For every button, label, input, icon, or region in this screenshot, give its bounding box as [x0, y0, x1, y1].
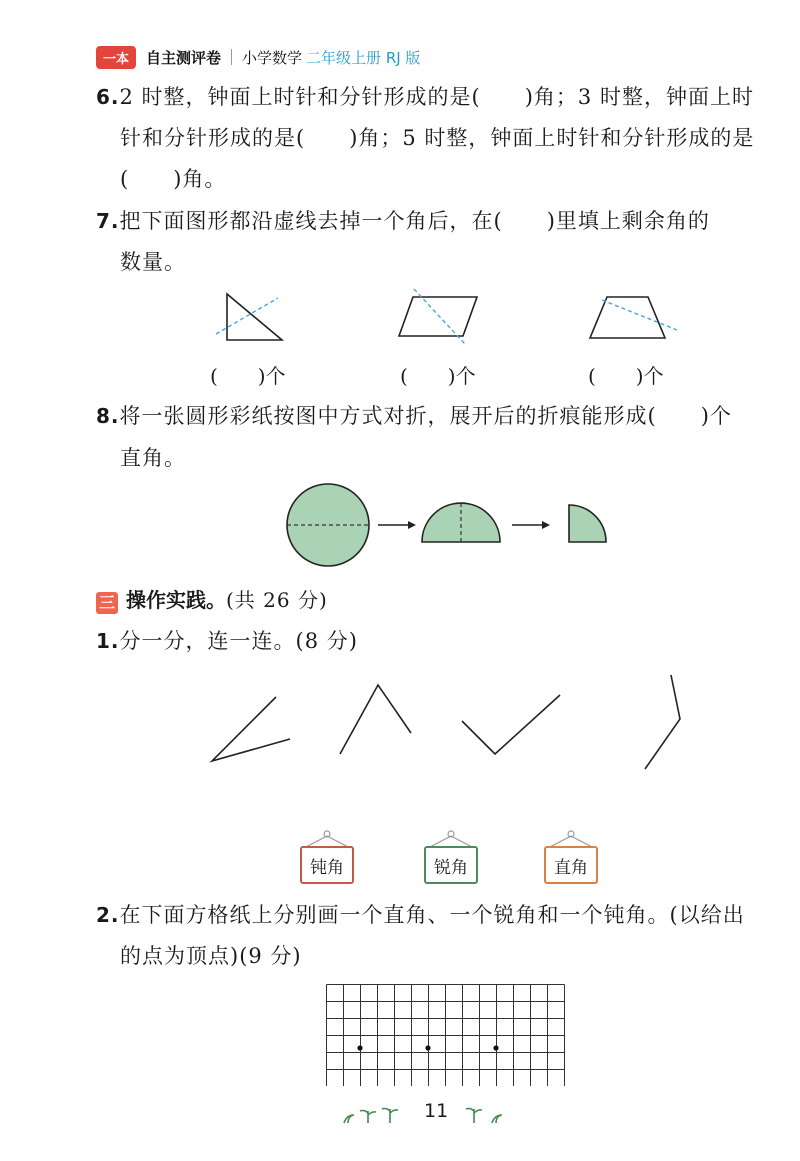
q7-blank-1: ( )个	[210, 364, 286, 388]
q6-line3: ( )角。	[120, 167, 227, 191]
subject-title: 小学数学	[242, 48, 303, 67]
footer-sprout-right-icon	[462, 1103, 512, 1127]
full-circle-paper	[287, 484, 369, 566]
p1-angles-figure	[200, 665, 700, 785]
trapezoid-shape	[590, 297, 665, 338]
header-divider	[231, 49, 232, 65]
angle-3	[462, 695, 560, 754]
q7-number: 7.	[96, 209, 120, 233]
trapezoid-cut-line	[602, 300, 677, 330]
p2-line2: 的点为顶点)(9 分)	[120, 944, 302, 968]
q8-number: 8.	[96, 404, 120, 428]
q6-number: 6.	[96, 85, 120, 109]
arrow-2-head-icon	[542, 521, 550, 529]
section-3-heading	[96, 585, 328, 617]
quarter-circle-paper	[569, 505, 606, 542]
footer-sprout-left-icon	[338, 1103, 408, 1127]
angle-4	[645, 675, 680, 769]
section-3-score: (共 26 分)	[226, 588, 328, 612]
brand-logo: 一本	[96, 46, 136, 69]
page-number: 11	[424, 1100, 449, 1122]
section-3-title: 操作实践。	[126, 588, 226, 612]
grid-vertex-dot-1	[357, 1045, 362, 1050]
sign-acute-label: 锐角	[434, 857, 468, 878]
p1-number: 1.	[96, 629, 120, 653]
q8-line2: 直角。	[120, 446, 186, 470]
half-circle-paper	[422, 503, 500, 542]
sign-acute-board	[424, 846, 478, 884]
p2-line1	[96, 900, 745, 930]
grid-paper[interactable]	[326, 984, 566, 1086]
sign-right-angle[interactable]	[544, 830, 598, 884]
q8-folding-figure	[280, 480, 620, 570]
p1-line	[96, 626, 358, 656]
sign-obtuse-angle[interactable]	[300, 830, 354, 884]
series-title: 自主测评卷	[146, 48, 222, 67]
p2-text1: 在下面方格纸上分别画一个直角、一个锐角和一个钝角。(以给出	[119, 903, 745, 927]
q7-line1	[96, 206, 710, 236]
q7-line2: 数量。	[120, 250, 186, 274]
angle-2	[340, 685, 411, 754]
arrow-1-head-icon	[408, 521, 416, 529]
parallelogram-shape	[399, 297, 477, 336]
grid-vertex-dot-2	[425, 1045, 430, 1050]
q7-text1: 把下面图形都沿虚线去掉一个角后，在( )里填上剩余角的	[119, 209, 710, 233]
q8-line1	[96, 401, 732, 431]
q6-text1: 2 时整，钟面上时针和分针形成的是( )角；3 时整，钟面上时	[119, 85, 754, 109]
grid-vertex-dot-3	[493, 1045, 498, 1050]
q6-line1	[96, 82, 754, 112]
sign-obtuse-label: 钝角	[310, 857, 344, 878]
sign-right-label: 直角	[554, 857, 588, 878]
section-3-badge: 三	[96, 592, 118, 614]
p1-text: 分一分，连一连。(8 分)	[119, 629, 358, 653]
p2-number: 2.	[96, 903, 120, 927]
q8-text1: 将一张圆形彩纸按图中方式对折，展开后的折痕能形成( )个	[119, 404, 732, 428]
q6-line2: 针和分针形成的是( )角；5 时整，钟面上时针和分针形成的是	[120, 126, 755, 150]
sign-acute-angle[interactable]	[424, 830, 478, 884]
q7-shapes-figure	[200, 286, 700, 350]
page-header	[96, 44, 420, 70]
grade-title: 二年级上册 RJ 版	[306, 48, 421, 67]
q7-blank-2: ( )个	[400, 364, 476, 388]
q7-blank-3: ( )个	[588, 364, 664, 388]
sign-right-board	[544, 846, 598, 884]
angle-1	[212, 697, 290, 761]
sign-obtuse-board	[300, 846, 354, 884]
